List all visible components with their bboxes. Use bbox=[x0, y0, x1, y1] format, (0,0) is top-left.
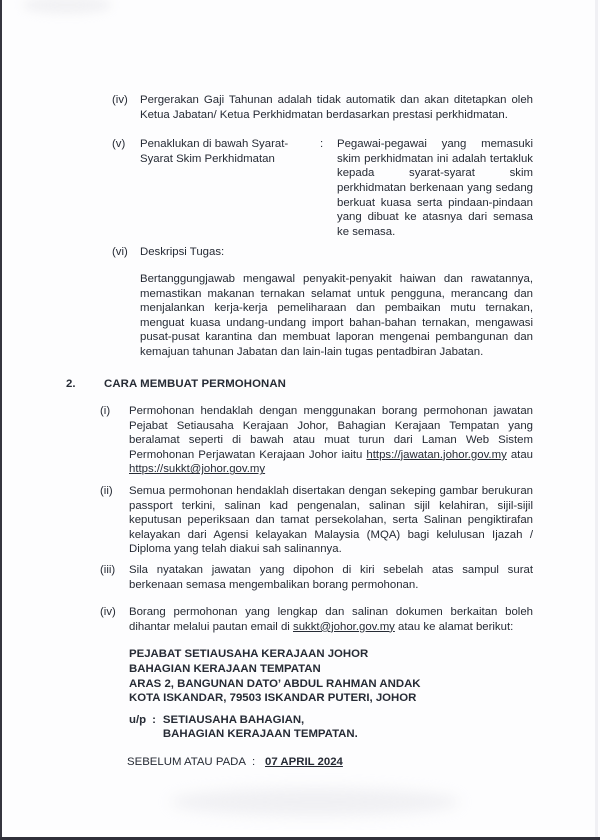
attention-block bbox=[129, 713, 600, 742]
address-line: BAHAGIAN KERAJAAN TEMPATAN bbox=[129, 663, 321, 675]
item-body-text: Bertanggungjawab mengawal penyakit-penyakit haiwan dan rawatannya, memastikan makanan ternakan selamat untuk pengguna, merancang dan menjalankan kerja-kerja pemeliharaan dan pembaikan mutu ternakan, menguat kuasa undang-undang import bahan-bahan ternakan, mengawasi pusat-pusat karantina dan membuat laporan mengenai pembangunan dan kemajuan tahunan Jabatan dan lain-lain tugas pentadbiran Jabatan. bbox=[140, 272, 533, 358]
item-text-after: atau ke alamat berikut: bbox=[394, 620, 514, 633]
item-heading: Deskripsi Tugas: bbox=[140, 246, 225, 259]
item-label: (ii) bbox=[100, 485, 113, 498]
colon-separator: : bbox=[320, 138, 324, 151]
deadline-row bbox=[127, 755, 600, 770]
colon-separator: : bbox=[152, 713, 156, 726]
item-text: Sila nyatakan jawatan yang dipohon di kiri sebelah atas sampul surat berkenaan semasa mengembalikan borang permohonan. bbox=[129, 564, 533, 591]
attention-prefix: u/p bbox=[129, 713, 147, 726]
attention-line: SETIAUSAHA BAHAGIAN, bbox=[162, 713, 305, 726]
list-item-vi bbox=[112, 245, 600, 260]
item-label: (v) bbox=[112, 138, 126, 151]
address-line: KOTA ISKANDAR, 79503 ISKANDAR PUTERI, JOHOR bbox=[129, 692, 417, 705]
address-line: ARAS 2, BANGUNAN DATO’ ABDUL RAHMAN ANDAK bbox=[129, 677, 421, 690]
item-text bbox=[129, 605, 533, 634]
definition-text: Pegawai-pegawai yang memasuki skim perkhidmatan ini adalah tertakluk kepada syarat-syarat skim perkhidmatan berkenaan yang sedang berkuat kuasa serta pindaan-pindaan yang dibuat ke atasnya dari semasa ke semasa. bbox=[337, 138, 533, 238]
list-item-v bbox=[112, 137, 600, 239]
list-item-iv-application bbox=[100, 605, 600, 634]
list-item-iv bbox=[112, 93, 600, 122]
item-label: (iv) bbox=[100, 606, 116, 619]
deadline-label: SEBELUM ATAU PADA bbox=[127, 755, 246, 768]
item-text bbox=[129, 404, 533, 477]
email-link: sukkt@johor.gov.my bbox=[293, 620, 395, 633]
scan-smudge bbox=[170, 788, 460, 816]
address-line: PEJABAT SETIAUSAHA KERAJAAN JOHOR bbox=[129, 648, 369, 661]
attention-lines bbox=[163, 713, 358, 742]
item-label: (vi) bbox=[112, 246, 128, 259]
item-label: (iii) bbox=[100, 564, 116, 577]
mailing-address-block bbox=[129, 647, 600, 705]
conjunction-text: atau bbox=[506, 448, 533, 461]
item-label: (iv) bbox=[112, 94, 128, 106]
sukkt-url-link: https://sukkt@johor.gov.my bbox=[129, 463, 266, 476]
section-heading-row bbox=[0, 377, 600, 392]
list-item-iii bbox=[100, 563, 600, 592]
list-item-ii bbox=[100, 484, 600, 557]
section-number: 2. bbox=[66, 377, 76, 390]
list-item-i bbox=[100, 404, 600, 477]
item-text-before: Borang permohonan yang lengkap dan salinan dokumen berkaitan boleh dihantar melalui pautan email di bbox=[129, 606, 533, 633]
item-label: (i) bbox=[100, 405, 111, 418]
deadline-date: 07 APRIL 2024 bbox=[265, 755, 343, 768]
section-title: CARA MEMBUAT PERMOHONAN bbox=[104, 377, 287, 390]
attention-line: BAHAGIAN KERAJAAN TEMPATAN. bbox=[162, 728, 358, 741]
item-text: Semua permohonan hendaklah disertakan dengan sekeping gambar berukuran passport terkini, salinan kad pengenalan, salinan sijil kelahiran, sijil-sijil keputusan peperiksaan dan tamat persekolahan, serta Salinan pengiktirafan kelayakan dari Agensi kelayakan Malaysia (MQA) bagi kelulusan Ijazah / Diploma yang telah diakui sah salinannya. bbox=[129, 485, 533, 556]
colon-separator: : bbox=[252, 755, 256, 768]
item-text: Pergerakan Gaji Tahunan adalah tidak automatik dan akan ditetapkan oleh Ketua Jabatan/ Ketua Perkhidmatan berdasarkan prestasi perkhidmatan. bbox=[140, 94, 533, 121]
list-item-vi-body bbox=[112, 272, 600, 360]
term-text: Penaklukan di bawah Syarat-Syarat Skim Perkhidmatan bbox=[140, 138, 289, 165]
item-text-before: Permohonan hendaklah dengan menggunakan borang permohonan jawatan Pejabat Setiausaha Kerajaan Johor, Bahagian Kerajaan Tempatan yang beralamat seperti di bawah atau muat turun dari Laman Web Sistem Permohonan Perjawatan Kerajaan Johor iaitu bbox=[129, 405, 533, 461]
jawatan-url-link: https://jawatan.johor.gov.my bbox=[366, 448, 507, 461]
